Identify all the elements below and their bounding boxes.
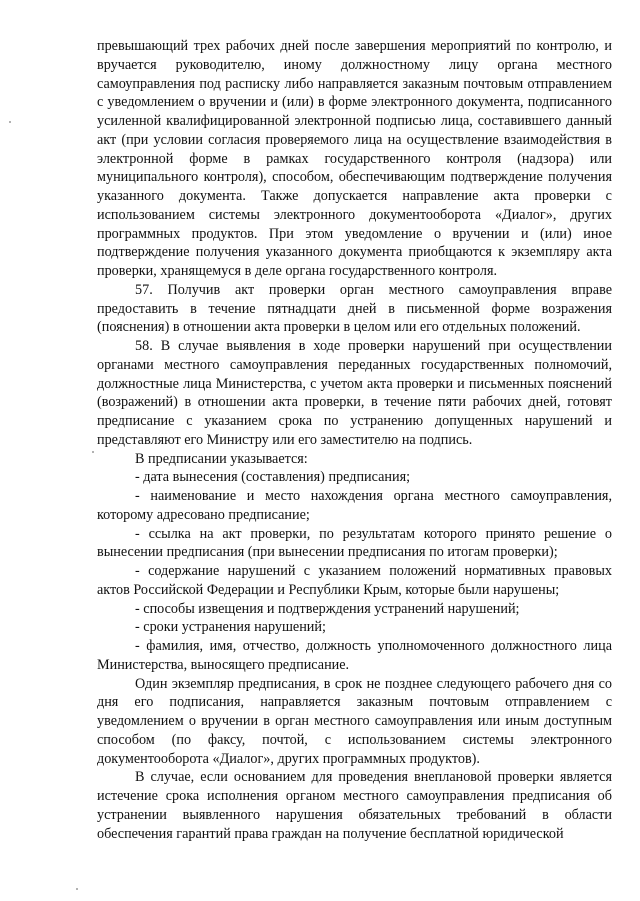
list-item: - фамилия, имя, отчество, должность уполномоченного должностного лица Министерства, выносящего предписание. xyxy=(97,638,612,673)
document-body xyxy=(97,37,612,843)
scan-speck xyxy=(92,451,94,453)
scan-speck xyxy=(9,121,11,123)
paragraph-unscheduled-inspection: В случае, если основанием для проведения внеплановой проверки является истечение срока исполнения органом местного самоуправления предписания об устранении выявленного нарушения обязательных требований в области обеспечения гарантий права граждан на получение бесплатной юридической xyxy=(97,769,612,842)
list-item: - наименование и место нахождения органа местного самоуправления, которому адресовано предписание; xyxy=(97,488,612,523)
list-item: - дата вынесения (составления) предписания; xyxy=(135,469,411,486)
list-item: - способы извещения и подтверждения устранений нарушений; xyxy=(135,600,520,617)
paragraph-58: 58. В случае выявления в ходе проверки нарушений при осуществлении органами местного самоуправления переданных государственных полномочий, должностные лица Министерства, с учетом акта проверки и письменных пояснений (возражений) в отношении акта проверки, в течение пяти рабочих дней, готовят предписание с указанием срока по устранению допущенных нарушений и представляют его Министру или его заместителю на подпись. xyxy=(97,338,612,448)
scan-speck xyxy=(76,888,78,890)
paragraph-continuation: превышающий трех рабочих дней после завершения мероприятий по контролю, и вручается руководителю, иному должностному лицу органа местного самоуправления под расписку либо направляется заказным почтовым отправлением с уведомлением о вручении и (или) в форме электронного документа, подписанного усиленной квалифицированной электронной подписью лица, составившего данный акт (при условии согласия проверяемого лица на осуществление взаимодействия в электронной форме в рамках государственного контроля (надзора) или муниципального контроля), способом, обеспечивающим подтверждение получения указанного документа. Также допускается направление акта проверки с использованием системы электронного документооборота «Диалог», других программных продуктов. При этом уведомление о вручении и (или) иное подтверждение получения указанного документа приобщаются к экземпляру акта проверки, хранящемуся в деле органа государственного контроля. xyxy=(97,38,612,279)
list-item: - содержание нарушений с указанием положений нормативных правовых актов Российской Федерации и Республики Крым, которые были нарушены; xyxy=(97,563,612,598)
list-item: - сроки устранения нарушений; xyxy=(135,619,326,636)
paragraph-57: 57. Получив акт проверки орган местного самоуправления вправе предоставить в течение пятнадцати дней в письменной форме возражения (пояснения) в отношении акта проверки в целом или его отдельных положений. xyxy=(97,281,612,336)
paragraph-copy-delivery: Один экземпляр предписания, в срок не позднее следующего рабочего дня со дня его подписания, направляется заказным почтовым отправлением с уведомлением о вручении в орган местного самоуправления или иным доступным способом (по факсу, почтой, с использованием системы электронного документооборота «Диалог», других программных продуктов). xyxy=(97,675,612,767)
list-intro: В предписании указывается: xyxy=(135,450,308,467)
list-item: - ссылка на акт проверки, по результатам которого принято решение о вынесении предписания (при вынесении предписания по итогам проверки); xyxy=(97,525,612,561)
